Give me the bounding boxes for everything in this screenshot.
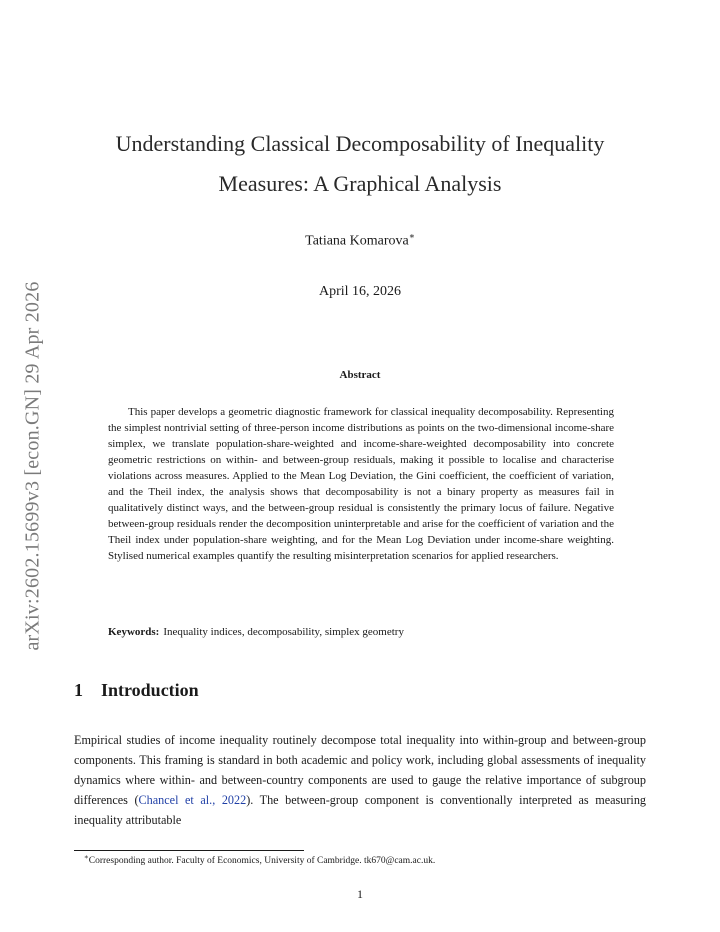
title-line-1: Understanding Classical Decomposability of Inequality bbox=[115, 131, 605, 156]
title-line-2: Measures: A Graphical Analysis bbox=[218, 171, 502, 196]
citation-link[interactable]: Chancel et al., 2022 bbox=[138, 793, 247, 807]
footnote-mark: ∗ bbox=[84, 853, 89, 861]
section-number: 1 bbox=[74, 680, 83, 700]
intro-paragraph bbox=[74, 730, 646, 830]
paper-date: April 16, 2026 bbox=[318, 284, 402, 299]
page-number: 1 bbox=[357, 887, 363, 901]
keywords bbox=[108, 624, 614, 640]
keywords-text: Inequality indices, decomposability, simplex geometry bbox=[163, 626, 404, 638]
author bbox=[0, 231, 720, 250]
intro-text-1: Empirical studies of income inequality routinely decompose total inequality into within-group and between-group components. This framing is standard in both academic and policy work, including global assessments of inequality dynamics where within- and between-country components are used to gauge the relative importance of subgroup differences ( bbox=[74, 733, 646, 807]
abstract-text: This paper develops a geometric diagnostic framework for classical inequality decomposability. Representing the simplest nontrivial setting of three-person income distributions as points on the two-dimensional income-share simplex, we translate population-share-weighted and income-share-weighted decomposability into concrete geometric restrictions on within- and between-group residuals, making it possible to localise and characterise violations across measures. Applied to the Mean Log Deviation, the Gini coefficient, the coefficient of variation, and the Theil index, the analysis shows that decomposability is not a binary property as measures fail in qualitatively distinct ways, and the between-group residual is consistently the primary locus of failure. Negative between-group residuals render the decomposition uninterpretable and arise for the coefficient of variation and the Theil index under population-share weighting, and for the Mean Log Deviation under income-share weighting. Stylised numerical examples quantify the resulting misinterpretation scenarios for applied researchers. bbox=[108, 406, 614, 562]
paper-title bbox=[0, 124, 720, 204]
keywords-label: Keywords: bbox=[108, 626, 160, 638]
footnote-text: Corresponding author. Faculty of Economics, University of Cambridge. tk670@cam.ac.uk. bbox=[88, 856, 436, 867]
abstract-heading: Abstract bbox=[339, 369, 381, 381]
section-title: Introduction bbox=[101, 680, 199, 700]
author-footnote-mark[interactable]: ∗ bbox=[408, 231, 415, 241]
footnote bbox=[84, 853, 435, 866]
intro-text-2: ). The between-group component is conventionally interpreted as measuring inequality attributable bbox=[74, 793, 647, 827]
arxiv-identifier: arXiv:2602.15699v3 [econ.GN] 29 Apr 2026 bbox=[21, 281, 44, 651]
footnote-divider bbox=[74, 850, 304, 851]
section-heading bbox=[74, 680, 199, 701]
author-name: Tatiana Komarova bbox=[305, 233, 409, 249]
